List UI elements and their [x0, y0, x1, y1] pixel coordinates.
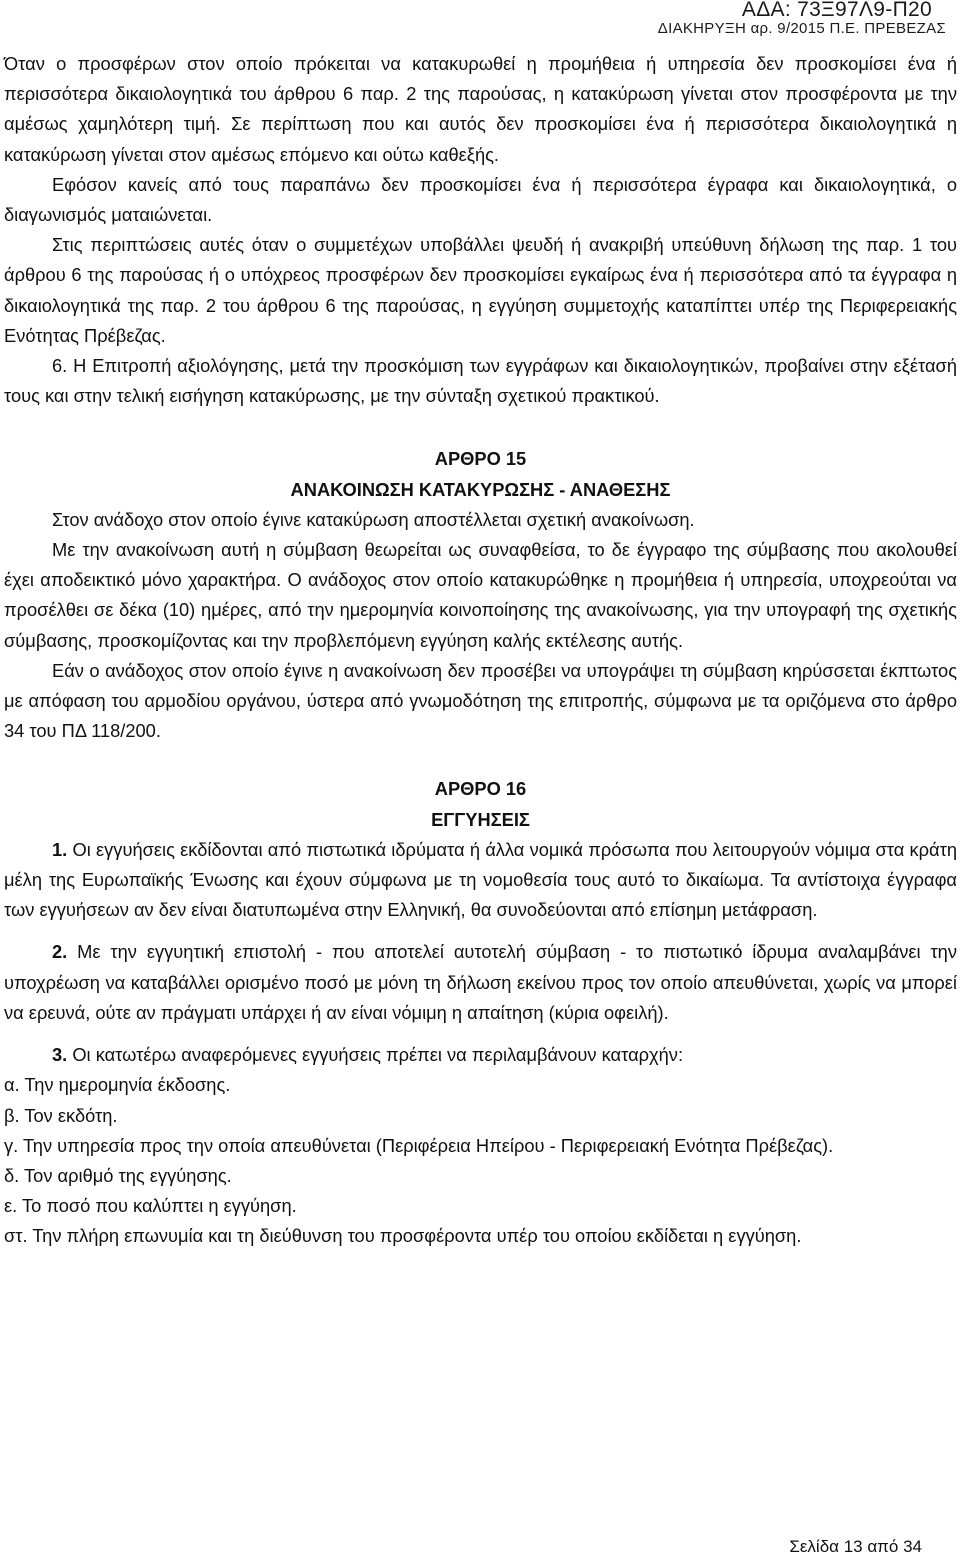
article-16-title: ΕΓΓΥΗΣΕΙΣ: [431, 808, 530, 830]
paragraph: 6. Η Επιτροπή αξιολόγησης, μετά την προσκόμιση των εγγράφων και δικαιολογητικών, προβαίνει στην εξέτασή τους και στην τελική εισήγηση κατακύρωσης, με την σύνταξη σχετικού πρακτικού.: [4, 355, 957, 407]
paragraph: Με την ανακοίνωση αυτή η σύμβαση θεωρείται ως συναφθείσα, το δε έγγραφο της σύμβασης που ακολουθεί έχει αποδεικτικό μόνο χαρακτήρα. Ο ανάδοχος στον οποίο κατακυρώθηκε η προμήθεια ή υπηρεσία, υποχρεούται να προσέλθει σε δέκα (10) ημέρες, από την ημερομηνία κοινοποίησης της ανακοίνωσης, για την υπογραφή της σχετικής σύμβασης, προσκομίζοντας και την προβλεπόμενη εγγύηση καλής εκτέλεσης αυτής.: [4, 539, 957, 651]
clause-number: 2.: [52, 941, 68, 963]
guarantee-clause-1: [4, 835, 957, 926]
list-item: α. Την ημερομηνία έκδοσης.: [4, 1074, 231, 1096]
guarantee-clause-2: [4, 937, 957, 1028]
article-15-title: ΑΝΑΚΟΙΝΩΣΗ ΚΑΤΑΚΥΡΩΣΗΣ - ΑΝΑΘΕΣΗΣ: [290, 478, 671, 500]
paragraph: Στον ανάδοχο στον οποίο έγινε κατακύρωση αποστέλλεται σχετική ανακοίνωση.: [52, 508, 695, 530]
clause-text: Οι κατωτέρω αναφερόμενες εγγυήσεις πρέπει να περιλαμβάνουν καταρχήν:: [67, 1044, 684, 1066]
ada-code: ΑΔΑ: 73Ξ97Λ9-Π20: [741, 0, 932, 21]
list-item: β. Τον εκδότη.: [4, 1104, 118, 1126]
article-15-number: ΑΡΘΡΟ 15: [434, 448, 527, 470]
list-item: γ. Την υπηρεσία προς την οποία απευθύνεται (Περιφέρεια Ηπείρου - Περιφερειακή Ενότητα Πρέβεζας).: [4, 1134, 834, 1156]
clause-number: 1.: [52, 838, 68, 860]
page-number: Σελίδα 13 από 34: [789, 1537, 922, 1556]
document-body: [4, 49, 957, 1252]
list-item: δ. Τον αριθμό της εγγύησης.: [4, 1164, 232, 1186]
guarantee-clause-3: [4, 1040, 957, 1070]
clause-text: Με την εγγυητική επιστολή - που αποτελεί αυτοτελή σύμβαση - το πιστωτικό ίδρυμα αναλαμβάνει την υποχρέωση να καταβάλλει ορισμένο ποσό με μόνη τη δήλωση εκείνου προς τον οποίο απευθύνεται, χωρίς να μπορεί να ερευνά, ούτε αν πράγματι υπάρχει ή αν είναι νόμιμη η απαίτηση (κύρια οφειλή).: [4, 941, 957, 1023]
list-item: στ. Την πλήρη επωνυμία και τη διεύθυνση του προσφέροντα υπέρ του οποίου εκδίδεται η εγγύηση.: [4, 1225, 802, 1247]
article-16-number: ΑΡΘΡΟ 16: [434, 778, 527, 800]
list-item: ε. Το ποσό που καλύπτει η εγγύηση.: [4, 1195, 297, 1217]
paragraph: Εφόσον κανείς από τους παραπάνω δεν προσκομίσει ένα ή περισσότερα έγραφα και δικαιολογητικά, ο διαγωνισμός ματαιώνεται.: [4, 173, 957, 226]
paragraph: Εάν ο ανάδοχος στον οποίο έγινε η ανακοίνωση δεν προσέβει να υπογράψει τη σύμβαση κηρύσσεται έκπτωτος με απόφαση του αρμοδίου οργάνου, ύστερα από γνωμοδότηση της επιτροπής, σύμφωνα με τα οριζόμενα στο άρθρο 34 του ΠΔ 118/200.: [4, 659, 957, 742]
paragraph: Στις περιπτώσεις αυτές όταν ο συμμετέχων υποβάλλει ψευδή ή ανακριβή υπεύθυνη δήλωση της παρ. 1 του άρθρου 6 της παρούσας ή ο υπόχρεος προσφέρων δεν προσκομίσει εγκαίρως ένα ή περισσότερα από τα έγγραφα η δικαιολογητικά της παρ. 2 του άρθρου 6 της παρούσας, η εγγύηση συμμετοχής καταπίπτει υπέρ της Περιφερειακής Ενότητας Πρέβεζας.: [4, 234, 957, 346]
clause-number: 3.: [52, 1044, 68, 1066]
clause-text: Οι εγγυήσεις εκδίδονται από πιστωτικά ιδρύματα ή άλλα νομικά πρόσωπα που λειτουργούν νόμιμα στα κράτη μέλη της Ευρωπαϊκής Ένωσης και έχουν σύμφωνα με τη νομοθεσία τους αυτό το δικαίωμα. Τα αντίστοιχα έγγραφα των εγγυήσεων αν δεν είναι διατυπωμένα στην Ελληνική, θα συνοδεύονται από επίσημη μετάφραση.: [4, 838, 957, 921]
paragraph: Όταν ο προσφέρων στον οποίο πρόκειται να κατακυρωθεί η προμήθεια ή υπηρεσία δεν προσκομίσει ένα ή περισσότερα δικαιολογητικά του άρθρου 6 παρ. 2 της παρούσας, η κατακύρωση γίνεται στον προσφέροντα με την αμέσως χαμηλότερη τιμή. Σε περίπτωση που και αυτός δεν προσκομίσει ένα ή περισσότερα δικαιολογητικά η κατακύρωση γίνεται στον αμέσως επόμενο και ούτω καθεξής.: [4, 53, 957, 165]
notice-reference: ΔΙΑΚΗΡΥΞΗ αρ. 9/2015 Π.Ε. ΠΡΕΒΕΖΑΣ: [657, 20, 946, 37]
